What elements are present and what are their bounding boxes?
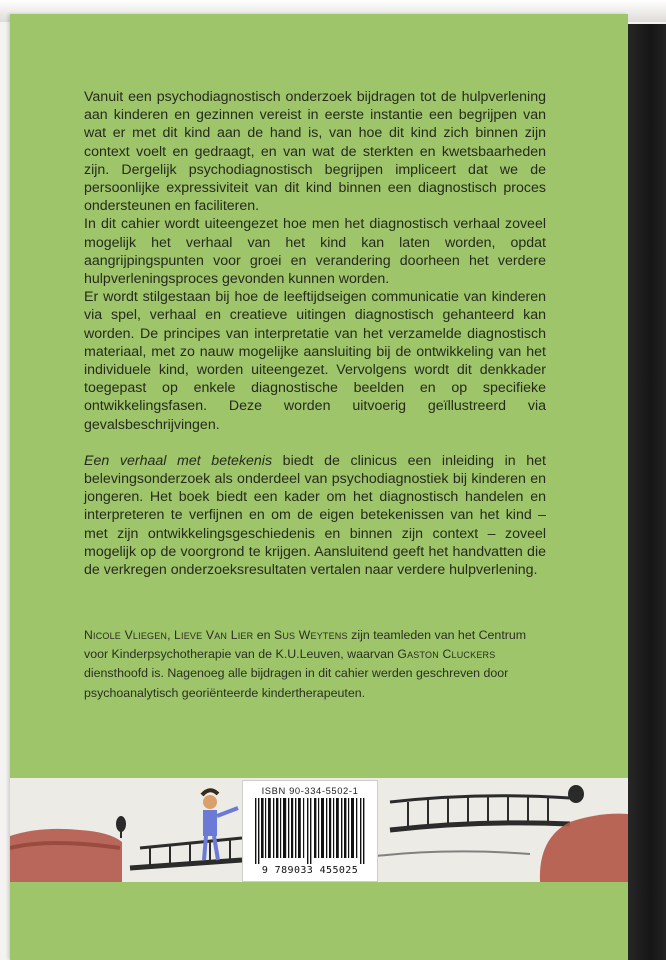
author-credits-text-1: zijn teamleden van het Centrum voor Kinderpsychotherapie van de K.U.Leuven, waarvan — [84, 628, 527, 662]
author-name-2: Lieve Van Lier — [174, 628, 254, 642]
blurb-paragraph-3: Er wordt stilgestaan bij hoe de leeftijdseigen communicatie van kinderen via spel, verhaal en creatieve uitingen diagnostisch gehanteerd kan worden. De principes van interpretatie van het verzamelde diagnostisch materiaal, met zo nauw mogelijke aansluiting bij de ontwikkeling van het individuele kind, worden uiteengezet. Vervolgens wordt dit denkkader toegepast op enkele diagnostische beelden en op specifieke ontwikkelingsfasen. Deze worden uitvoerig geïllustreerd via gevalsbeschrijvingen. — [84, 289, 546, 433]
author-separator-2: en — [253, 628, 274, 642]
blurb-text — [84, 88, 546, 579]
barcode-bars-icon — [253, 798, 367, 864]
blurb-paragraph-1: Vanuit een psychodiagnostisch onderzoek bijdragen tot de hulpverlening aan kinderen en gezinnen vereist in eerste instantie een begrijpen van wat er met dit kind aan de hand is, van hoe dit kind zich binnen zijn context voelt en gedraagt, en van wat de sterkten en kwetsbaarheden zijn. Dergelijk psychodiagnostisch begrijpen impliceert dat we de persoonlijke expressiviteit van dit kind binnen een diagnostisch proces ondersteunen en faciliteren. — [84, 89, 546, 215]
blurb-paragraph-2: In dit cahier wordt uiteengezet hoe men het diagnostisch verhaal zoveel mogelijk het verhaal van het kind kan laten worden, opdat aangrijpingspunten voor groei en verandering doorheen het verdere hulpverleningsproces gevonden kunnen worden. — [84, 216, 546, 288]
author-credits — [84, 626, 546, 703]
ean-digits: 9 789033 455025 — [261, 865, 359, 876]
isbn-label: ISBN 90-334-5502-1 — [261, 785, 359, 796]
isbn-barcode — [242, 780, 378, 882]
department-head-name: Gaston Cluckers — [397, 647, 496, 662]
book-spine — [628, 24, 666, 960]
book-title-italic: Een verhaal met betekenis — [84, 452, 273, 469]
blurb-paragraph-4 — [84, 452, 546, 579]
author-name-1: Nicole Vliegen — [84, 628, 168, 642]
author-credits-text-2: diensthoofd is. Nagenoeg alle bijdragen in dit cahier werden geschreven door psychoanalytisch georiënteerde kindertherapeuten. — [84, 666, 509, 700]
blurb-paragraph-4-text: biedt de clinicus een inleiding in het belevingsonderzoek als onderdeel van psychodiagnostiek bij kinderen en jongeren. Het boek biedt een kader om het diagnostisch handelen en interpreteren te verfijnen en om de eigen betekenissen van het kind – met zijn ontwikkelingsgeschiedenis en binnen zijn context – zoveel mogelijk op de voorgrond te krijgen. Aansluitend geeft het handvatten die de verkregen onderzoeksresultaten vertalen naar verdere hulpverlening. — [84, 452, 546, 579]
author-name-3: Sus Weytens — [273, 628, 348, 642]
author-separator-1: , — [167, 628, 175, 642]
